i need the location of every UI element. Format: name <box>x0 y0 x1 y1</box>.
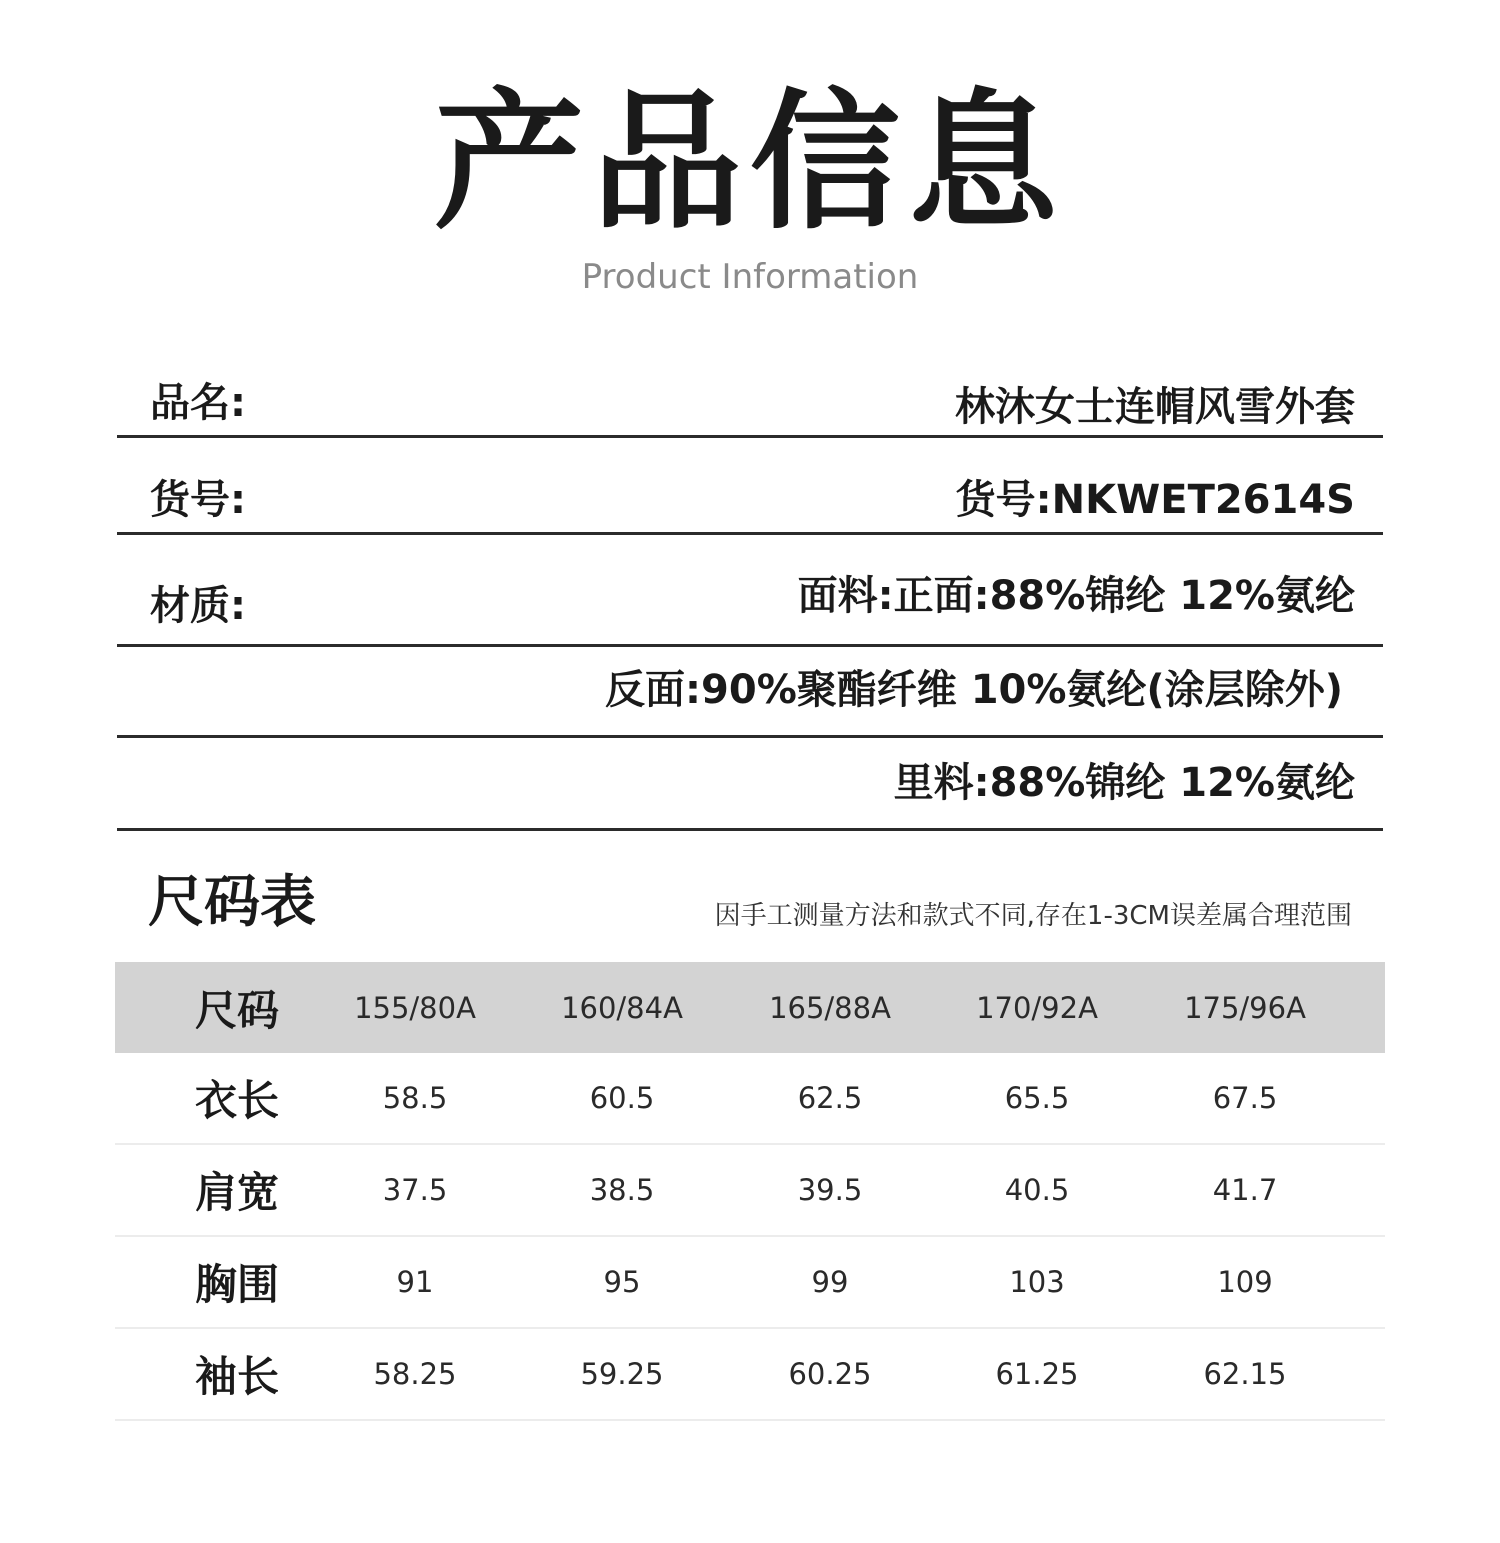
table-row <box>115 1329 1385 1421</box>
size-header: 155/80A <box>354 990 476 1025</box>
page-subtitle: Product Information <box>581 257 919 297</box>
header-label: 尺码 <box>195 985 280 1035</box>
row-label: 袖长 <box>195 1352 280 1401</box>
table-cell: 91 <box>396 1265 434 1299</box>
table-cell: 67.5 <box>1212 1081 1278 1115</box>
size-header: 170/92A <box>976 990 1098 1025</box>
table-cell: 95 <box>603 1265 641 1299</box>
table-cell: 99 <box>811 1265 849 1299</box>
page-title: 产品信息 <box>433 76 1066 250</box>
table-cell: 109 <box>1217 1265 1273 1299</box>
table-row <box>115 1053 1385 1145</box>
table-cell: 62.15 <box>1203 1357 1287 1391</box>
table-row <box>115 1237 1385 1329</box>
row-label: 胸围 <box>195 1260 280 1309</box>
table-row <box>115 1145 1385 1237</box>
material-back-value: 反面:90%聚酯纤维 10%氨纶(涂层除外) <box>605 667 1343 713</box>
info-row-material-back <box>117 647 1383 738</box>
sku-label: 货号: <box>150 477 246 523</box>
table-cell: 65.5 <box>1004 1081 1070 1115</box>
size-chart-note: 因手工测量方法和款式不同,存在1-3CM误差属合理范围 <box>714 901 1352 931</box>
size-header: 160/84A <box>561 990 683 1025</box>
size-table-header <box>115 962 1385 1053</box>
table-cell: 59.25 <box>580 1357 664 1391</box>
table-cell: 62.5 <box>797 1081 863 1115</box>
table-cell: 41.7 <box>1212 1173 1278 1207</box>
table-cell: 40.5 <box>1004 1173 1070 1207</box>
table-cell: 61.25 <box>995 1357 1079 1391</box>
table-cell: 58.5 <box>382 1081 448 1115</box>
table-cell: 37.5 <box>382 1173 448 1207</box>
lining-value: 里料:88%锦纶 12%氨纶 <box>893 760 1355 806</box>
info-row-name <box>117 370 1383 438</box>
table-cell: 58.25 <box>373 1357 457 1391</box>
size-chart-title: 尺码表 <box>148 870 316 935</box>
info-row-material-front <box>117 535 1383 647</box>
size-table <box>115 962 1385 1421</box>
row-label: 肩宽 <box>195 1168 280 1217</box>
row-label: 衣长 <box>195 1076 280 1125</box>
info-row-lining <box>117 738 1383 831</box>
table-cell: 103 <box>1009 1265 1065 1299</box>
table-cell: 39.5 <box>797 1173 863 1207</box>
table-cell: 60.5 <box>589 1081 655 1115</box>
size-header: 175/96A <box>1184 990 1306 1025</box>
name-value: 林沐女士连帽风雪外套 <box>955 384 1355 430</box>
table-cell: 38.5 <box>589 1173 655 1207</box>
table-cell: 60.25 <box>788 1357 872 1391</box>
material-front-value: 面料:正面:88%锦纶 12%氨纶 <box>797 573 1355 619</box>
size-header: 165/88A <box>769 990 891 1025</box>
material-label: 材质: <box>150 583 246 629</box>
sku-value: 货号:NKWET2614S <box>955 477 1355 523</box>
info-row-sku <box>117 438 1383 535</box>
name-label: 品名: <box>150 380 246 426</box>
